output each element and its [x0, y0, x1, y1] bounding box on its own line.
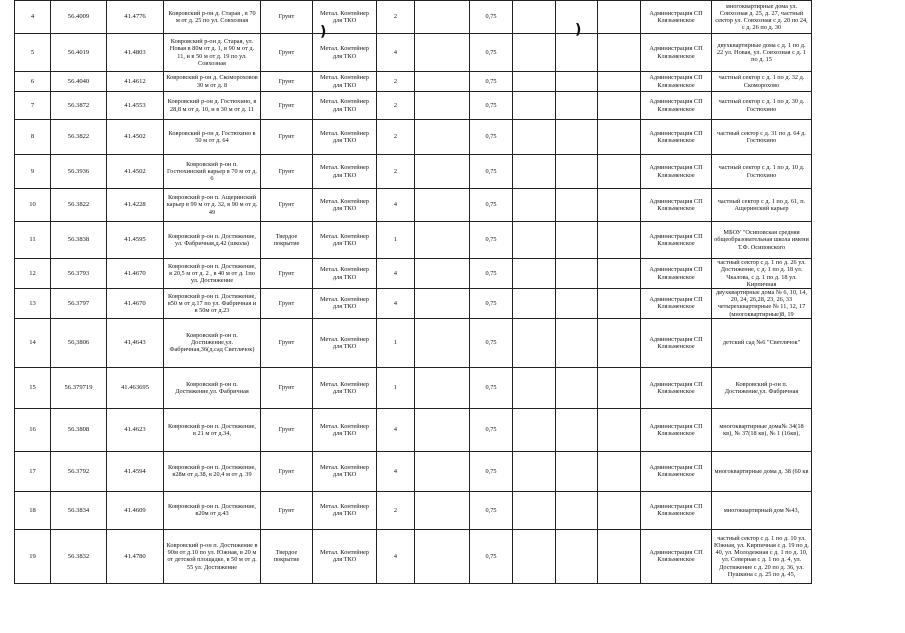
- location-address: Ковровский р-он п. Гостюхинский карьер в 70 м от д. 6: [164, 155, 261, 189]
- document-sheet: [14, 0, 812, 604]
- empty-cell: [556, 34, 598, 72]
- container-count: 1: [377, 222, 415, 259]
- latitude: 56.3792: [51, 451, 107, 491]
- surface-type: Грунт: [261, 367, 313, 408]
- row-number: 5: [15, 34, 51, 72]
- table-row: [15, 155, 812, 189]
- location-address: Ковровский р-он п. Достижение, в 20,5 м от д. 2 , в 40 м от д. 1по ул. Достижение: [164, 259, 261, 289]
- owner-organization: Администрация СП Клязьменское: [641, 34, 712, 72]
- latitude: 56.3822: [51, 120, 107, 155]
- table-row: [15, 189, 812, 222]
- empty-cell: [598, 259, 641, 289]
- container-type: Метал. Контейнер для ТКО: [313, 222, 377, 259]
- latitude: 56.4019: [51, 34, 107, 72]
- container-type: Метал. Контейнер для ТКО: [313, 92, 377, 120]
- longitude: 41.4594: [107, 451, 164, 491]
- empty-cell: [513, 318, 556, 367]
- table-row: [15, 72, 812, 92]
- empty-cell: [513, 1, 556, 34]
- location-address: Ковровский р-он п. Достижение, в20м от д.43: [164, 491, 261, 529]
- served-objects: двухквартирные дома с д. 1 по д. 22 ул. Новая, ул. Совхозная с д. 1 по д. 15: [712, 34, 812, 72]
- container-type: Метал. Контейнер для ТКО: [313, 189, 377, 222]
- served-objects: частный сектор с д. 1 по д. 10 д. Гостюхино: [712, 155, 812, 189]
- container-type: Метал. Контейнер для ТКО: [313, 289, 377, 319]
- location-address: Ковровский р-он п. Достижение, в50 м от д.17 по ул. Фабричная и в 50м от д.23: [164, 289, 261, 319]
- longitude: 41.4228: [107, 189, 164, 222]
- longitude: 41.4780: [107, 529, 164, 583]
- row-number: 13: [15, 289, 51, 319]
- container-type: Метал. Контейнер для ТКО: [313, 72, 377, 92]
- latitude: 56.3936: [51, 155, 107, 189]
- scan-mark: ): [320, 24, 327, 40]
- empty-cell: [598, 222, 641, 259]
- empty-cell: [415, 491, 470, 529]
- empty-cell: [598, 367, 641, 408]
- owner-organization: Администрация СП Клязьменское: [641, 189, 712, 222]
- container-volume: 0,75: [470, 491, 513, 529]
- owner-organization: Администрация СП Клязьменское: [641, 451, 712, 491]
- location-address: Ковровский р-он п. Достижение, в 21 м от д.34,: [164, 408, 261, 451]
- container-type: Метал. Контейнер для ТКО: [313, 491, 377, 529]
- latitude: 56.4040: [51, 72, 107, 92]
- container-type: Метал. Контейнер для ТКО: [313, 155, 377, 189]
- empty-cell: [556, 189, 598, 222]
- container-volume: 0,75: [470, 408, 513, 451]
- container-type: Метал. Контейнер для ТКО: [313, 120, 377, 155]
- latitude: 56,3806: [51, 318, 107, 367]
- row-number: 7: [15, 92, 51, 120]
- longitude: 41.4670: [107, 289, 164, 319]
- owner-organization: Администрация СП Клязьменское: [641, 318, 712, 367]
- served-objects: МБОУ "Осиповская средняя общеобразовательная школа имени Т.Ф. Осиповского: [712, 222, 812, 259]
- empty-cell: [556, 155, 598, 189]
- container-type: Метал. Контейнер для ТКО: [313, 367, 377, 408]
- surface-type: Грунт: [261, 451, 313, 491]
- empty-cell: [513, 222, 556, 259]
- table-row: [15, 222, 812, 259]
- location-address: Ковровский р-он д. Гостюхино в 50 м от д. 64: [164, 120, 261, 155]
- location-address: Ковровский р-он п. Достижение,ул. Фабричная,36(д.сад Светлячок): [164, 318, 261, 367]
- empty-cell: [415, 408, 470, 451]
- surface-type: Грунт: [261, 72, 313, 92]
- served-objects: частный сектор с д. 1 по д. 10 ул. Южная, ул. Кирпичная с д. 19 по д. 40, ул. Молодежная с д. 1 по д. 10, ул. Северная с д. 1 по д. 4, ул. Достижение с д. 20 по д. 36, ул. Пушкина с д. 25 по д. 45,: [712, 529, 812, 583]
- container-sites-table: [14, 0, 812, 584]
- empty-cell: [513, 120, 556, 155]
- longitude: 41.463695: [107, 367, 164, 408]
- row-number: 11: [15, 222, 51, 259]
- empty-cell: [513, 259, 556, 289]
- table-row: [15, 367, 812, 408]
- latitude: 56.3838: [51, 222, 107, 259]
- owner-organization: Администрация СП Клязьменское: [641, 72, 712, 92]
- served-objects: Ковровский р-он п. Достижение,ул. Фабричная: [712, 367, 812, 408]
- container-type: Метал. Контейнер для ТКО: [313, 34, 377, 72]
- empty-cell: [556, 367, 598, 408]
- surface-type: Грунт: [261, 189, 313, 222]
- row-number: 12: [15, 259, 51, 289]
- table-row: [15, 451, 812, 491]
- empty-cell: [513, 34, 556, 72]
- table-row: [15, 408, 812, 451]
- owner-organization: Администрация СП Клязьменское: [641, 529, 712, 583]
- longitude: 41.4502: [107, 155, 164, 189]
- longitude: 41.4670: [107, 259, 164, 289]
- location-address: Ковровский р-он п. Ащеринский карьер в 99 м от д. 32, в 90 м от д. 49: [164, 189, 261, 222]
- container-volume: 0,75: [470, 259, 513, 289]
- container-volume: 0,75: [470, 529, 513, 583]
- empty-cell: [556, 289, 598, 319]
- served-objects: частный сектор с д. 1 по д. 61, п. Ащеринский карьер: [712, 189, 812, 222]
- row-number: 6: [15, 72, 51, 92]
- empty-cell: [598, 72, 641, 92]
- served-objects: частный сектор с д. 1 по д. 26 ул. Достижение, с д. 1 по д. 18 ул. Чкалова, с д. 1 по д. 18 ул. Кирпичная: [712, 259, 812, 289]
- surface-type: Грунт: [261, 259, 313, 289]
- empty-cell: [556, 408, 598, 451]
- empty-cell: [598, 92, 641, 120]
- empty-cell: [556, 120, 598, 155]
- empty-cell: [598, 318, 641, 367]
- empty-cell: [513, 155, 556, 189]
- empty-cell: [598, 155, 641, 189]
- latitude: 56.3872: [51, 92, 107, 120]
- surface-type: Грунт: [261, 318, 313, 367]
- container-count: 2: [377, 155, 415, 189]
- row-number: 9: [15, 155, 51, 189]
- surface-type: Грунт: [261, 491, 313, 529]
- owner-organization: Администрация СП Клязьменское: [641, 367, 712, 408]
- table-row: [15, 120, 812, 155]
- served-objects: многоквартирные дома ул. Совхозная д. 25, д. 27, частный сектор ул. Совхозная с д. 20 по 24, с д. 26 по д. 30: [712, 1, 812, 34]
- longitude: 41,4643: [107, 318, 164, 367]
- table-row: [15, 92, 812, 120]
- location-address: Ковровский р-он д. Старая , в 70 м от д. 25 по ул. Совхозная: [164, 1, 261, 34]
- location-address: Ковровский р-он д. Скомороховов 30 м от д. 8: [164, 72, 261, 92]
- row-number: 15: [15, 367, 51, 408]
- longitude: 41.4609: [107, 491, 164, 529]
- longitude: 41.4776: [107, 1, 164, 34]
- container-volume: 0,75: [470, 367, 513, 408]
- container-count: 1: [377, 367, 415, 408]
- latitude: 56.3832: [51, 529, 107, 583]
- container-type: Метал. Контейнер для ТКО: [313, 529, 377, 583]
- latitude: 56.379719: [51, 367, 107, 408]
- owner-organization: Администрация СП Клязьменское: [641, 289, 712, 319]
- empty-cell: [598, 289, 641, 319]
- surface-type: Твердое покрытие: [261, 222, 313, 259]
- empty-cell: [415, 72, 470, 92]
- empty-cell: [415, 1, 470, 34]
- empty-cell: [556, 451, 598, 491]
- surface-type: Грунт: [261, 92, 313, 120]
- empty-cell: [598, 34, 641, 72]
- served-objects: двухквартирные дома № 6, 10, 14, 20, 24, 26,28, 23, 26, 33 четырехквартирные № 11, 12, 17 (многоквартирные)8, 19: [712, 289, 812, 319]
- served-objects: частный сектор с д. 1 по д. 32 д. Скоморохово: [712, 72, 812, 92]
- container-volume: 0,75: [470, 318, 513, 367]
- location-address: Ковровский р-он п. Достижение, ул. Фабричная,д.42 (школа): [164, 222, 261, 259]
- container-volume: 0,75: [470, 451, 513, 491]
- empty-cell: [556, 318, 598, 367]
- location-address: Ковровский р-он д. Гостюхино, в 28,8 м от д. 10, и в 30 м от д. 11: [164, 92, 261, 120]
- container-volume: 0,75: [470, 222, 513, 259]
- served-objects: детский сад №6 "Светлячок": [712, 318, 812, 367]
- container-count: 4: [377, 408, 415, 451]
- row-number: 10: [15, 189, 51, 222]
- longitude: 41.4502: [107, 120, 164, 155]
- empty-cell: [513, 92, 556, 120]
- container-type: Метал. Контейнер для ТКО: [313, 318, 377, 367]
- empty-cell: [598, 189, 641, 222]
- row-number: 4: [15, 1, 51, 34]
- empty-cell: [513, 529, 556, 583]
- table-row: [15, 529, 812, 583]
- longitude: 41.4623: [107, 408, 164, 451]
- empty-cell: [415, 189, 470, 222]
- empty-cell: [556, 529, 598, 583]
- container-count: 4: [377, 529, 415, 583]
- empty-cell: [513, 72, 556, 92]
- empty-cell: [556, 92, 598, 120]
- empty-cell: [598, 451, 641, 491]
- empty-cell: [415, 367, 470, 408]
- container-volume: 0,75: [470, 72, 513, 92]
- empty-cell: [598, 529, 641, 583]
- latitude: 56.3797: [51, 289, 107, 319]
- container-count: 2: [377, 491, 415, 529]
- owner-organization: Администрация СП Клязьменское: [641, 222, 712, 259]
- table-row: [15, 491, 812, 529]
- surface-type: Грунт: [261, 34, 313, 72]
- row-number: 16: [15, 408, 51, 451]
- table-row: [15, 259, 812, 289]
- served-objects: частный сектор с д. 1 по д. 30 д. Гостюхино: [712, 92, 812, 120]
- owner-organization: Администрация СП Клязьменское: [641, 408, 712, 451]
- container-count: 4: [377, 189, 415, 222]
- container-volume: 0,75: [470, 189, 513, 222]
- container-volume: 0,75: [470, 92, 513, 120]
- container-count: 2: [377, 92, 415, 120]
- container-type: Метал. Контейнер для ТКО: [313, 408, 377, 451]
- empty-cell: [513, 189, 556, 222]
- container-count: 4: [377, 259, 415, 289]
- row-number: 14: [15, 318, 51, 367]
- row-number: 18: [15, 491, 51, 529]
- owner-organization: Администрация СП Клязьменское: [641, 1, 712, 34]
- longitude: 41.4553: [107, 92, 164, 120]
- latitude: 56.3834: [51, 491, 107, 529]
- location-address: Ковровский р-он п. Достижение, в28м от д.38, в 20,4 м от д. 39: [164, 451, 261, 491]
- empty-cell: [415, 34, 470, 72]
- empty-cell: [556, 222, 598, 259]
- container-volume: 0,75: [470, 1, 513, 34]
- served-objects: многоквартирные дома№ 34(18 кв), № 37(18 кв), № 1 (16кв),: [712, 408, 812, 451]
- location-address: Ковровский р-он д. Старая, ул. Новая в 80м от д. 1, в 90 м от д. 11, и в 50 м от д. 19 по ул. Совхозная: [164, 34, 261, 72]
- latitude: 56.3822: [51, 189, 107, 222]
- empty-cell: [513, 451, 556, 491]
- longitude: 41.4803: [107, 34, 164, 72]
- table-row: [15, 1, 812, 34]
- owner-organization: Администрация СП Клязьменское: [641, 120, 712, 155]
- empty-cell: [415, 155, 470, 189]
- surface-type: Грунт: [261, 408, 313, 451]
- empty-cell: [415, 529, 470, 583]
- container-volume: 0,75: [470, 34, 513, 72]
- empty-cell: [415, 451, 470, 491]
- container-type: Метал. Контейнер для ТКО: [313, 1, 377, 34]
- empty-cell: [415, 259, 470, 289]
- container-count: 2: [377, 120, 415, 155]
- container-count: 4: [377, 34, 415, 72]
- owner-organization: Администрация СП Клязьменское: [641, 155, 712, 189]
- empty-cell: [415, 222, 470, 259]
- empty-cell: [598, 408, 641, 451]
- empty-cell: [513, 408, 556, 451]
- empty-cell: [513, 367, 556, 408]
- owner-organization: Администрация СП Клязьменское: [641, 491, 712, 529]
- surface-type: Грунт: [261, 1, 313, 34]
- container-volume: 0,75: [470, 155, 513, 189]
- row-number: 17: [15, 451, 51, 491]
- empty-cell: [598, 120, 641, 155]
- container-count: 2: [377, 72, 415, 92]
- empty-cell: [415, 289, 470, 319]
- empty-cell: [415, 92, 470, 120]
- container-count: 4: [377, 289, 415, 319]
- container-volume: 0,75: [470, 289, 513, 319]
- table-row: [15, 34, 812, 72]
- latitude: 56.3808: [51, 408, 107, 451]
- container-type: Метал. Контейнер для ТКО: [313, 451, 377, 491]
- container-count: 4: [377, 451, 415, 491]
- longitude: 41.4612: [107, 72, 164, 92]
- empty-cell: [556, 72, 598, 92]
- row-number: 19: [15, 529, 51, 583]
- latitude: 56.4009: [51, 1, 107, 34]
- table-row: [15, 289, 812, 319]
- container-count: 1: [377, 318, 415, 367]
- longitude: 41.4595: [107, 222, 164, 259]
- empty-cell: [513, 289, 556, 319]
- row-number: 8: [15, 120, 51, 155]
- empty-cell: [598, 491, 641, 529]
- container-count: 2: [377, 1, 415, 34]
- surface-type: Грунт: [261, 155, 313, 189]
- served-objects: частный сектор с д. 31 по д. 64 д. Гостюхино: [712, 120, 812, 155]
- location-address: Ковровский р-он п. Достижение,ул. Фабричная: [164, 367, 261, 408]
- empty-cell: [556, 491, 598, 529]
- empty-cell: [556, 259, 598, 289]
- empty-cell: [598, 1, 641, 34]
- surface-type: Грунт: [261, 289, 313, 319]
- owner-organization: Администрация СП Клязьменское: [641, 259, 712, 289]
- location-address: Ковровский р-он п. Достижение в 90м от д.10 по ул. Южная, в 20 м от детской площадке, в 50 м от д. 55 ул. Достижение: [164, 529, 261, 583]
- container-volume: 0,75: [470, 120, 513, 155]
- scan-mark: ): [575, 22, 582, 38]
- empty-cell: [513, 491, 556, 529]
- surface-type: Грунт: [261, 120, 313, 155]
- table-row: [15, 318, 812, 367]
- latitude: 56.3793: [51, 259, 107, 289]
- container-type: Метал. Контейнер для ТКО: [313, 259, 377, 289]
- empty-cell: [415, 120, 470, 155]
- served-objects: многоквартирные дома д. 38 (60 кв: [712, 451, 812, 491]
- surface-type: Твердое покрытие: [261, 529, 313, 583]
- owner-organization: Администрация СП Клязьменское: [641, 92, 712, 120]
- empty-cell: [415, 318, 470, 367]
- served-objects: многоквартирный дом №43,: [712, 491, 812, 529]
